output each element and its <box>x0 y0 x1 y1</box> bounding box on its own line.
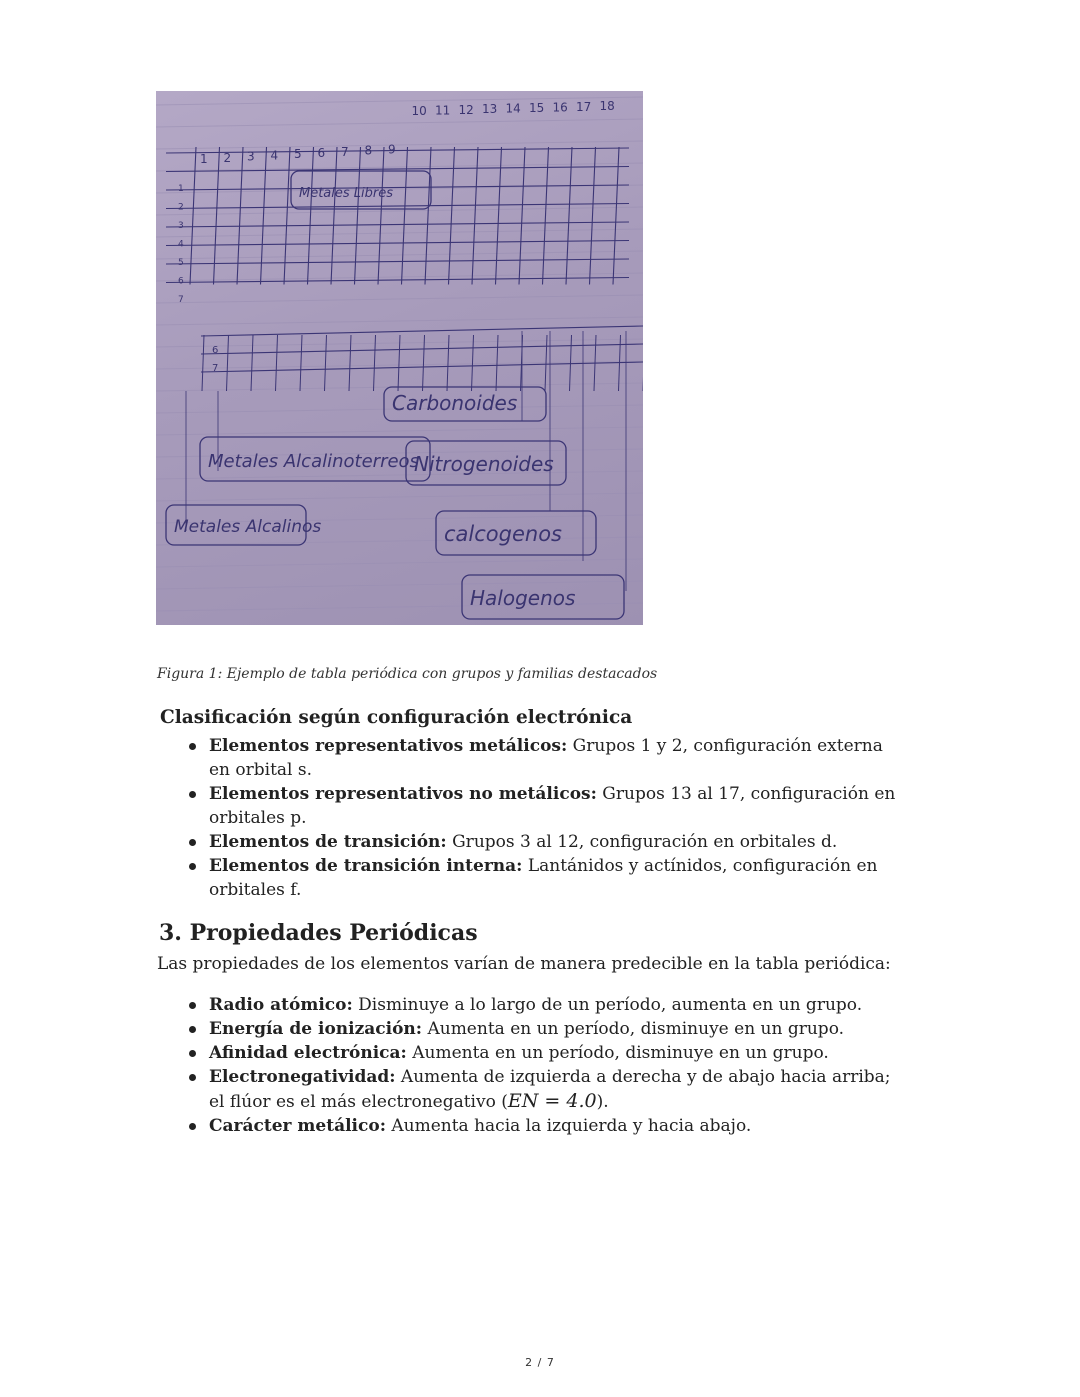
period-number-label: 5 <box>178 258 184 268</box>
group-number-label: 8 <box>364 143 373 158</box>
grid-line <box>423 335 425 391</box>
notebook-line <box>156 119 643 127</box>
group-number-label: 2 <box>223 150 232 165</box>
period-number-label: 1 <box>178 184 184 194</box>
grid-line <box>276 335 278 391</box>
period-number-label: 7 <box>178 295 184 305</box>
notebook-line <box>156 537 643 545</box>
lanthanide-row-label: 6 <box>212 345 219 356</box>
grid-line <box>284 147 290 285</box>
group-number-label: 13 <box>482 102 498 117</box>
grid-line <box>227 335 229 391</box>
grid-line <box>261 147 267 285</box>
properties-list <box>209 993 899 1138</box>
grid-line <box>202 335 204 391</box>
grid-line <box>166 241 629 246</box>
grid-line <box>425 147 431 285</box>
grid-line <box>201 326 643 336</box>
period-number-label: 2 <box>178 202 184 213</box>
list-item: Carácter metálico: Aumenta hacia la izquierda y hacia abajo. <box>209 1114 899 1138</box>
list-item: Electronegatividad: Aumenta de izquierda a derecha y de abajo hacia arriba; el flúor es el más electronegativo (EN = 4.0). <box>209 1065 899 1114</box>
period-number-label: 6 <box>178 276 184 287</box>
figure-caption: Figura 1: Ejemplo de tabla periódica con grupos y familias destacados <box>157 666 658 682</box>
grid-line <box>325 335 327 391</box>
math-expression: EN = 4.0 <box>507 1090 597 1112</box>
section-intro: Las propiedades de los elementos varían de manera predecible en la tabla periódica: <box>157 954 891 974</box>
group-number-label: 10 <box>411 104 427 118</box>
notebook-line <box>156 559 643 567</box>
notebook-line <box>156 97 643 105</box>
notebook-line <box>156 229 643 237</box>
classification-heading: Clasificación según configuración electrónica <box>160 707 633 728</box>
handwritten-label: Metales Alcalinoterreos <box>208 450 419 472</box>
group-number-label: 14 <box>505 101 521 116</box>
handwritten-label: Carbonoides <box>392 391 518 416</box>
list-item: Radio atómico: Disminuye a lo largo de un período, aumenta en un grupo. <box>209 993 899 1017</box>
grid-line <box>447 335 449 391</box>
group-number-label: 18 <box>599 99 615 114</box>
grid-line <box>449 147 455 285</box>
grid-line <box>237 147 243 285</box>
grid-line <box>166 222 629 227</box>
grid-line <box>613 147 619 285</box>
grid-line <box>590 147 596 285</box>
grid-line <box>472 335 474 391</box>
grid-line <box>570 335 572 391</box>
group-number-label: 15 <box>529 101 545 115</box>
handwritten-label: Halogenos <box>470 585 576 610</box>
group-number-label: 4 <box>270 148 279 163</box>
grid-line <box>308 147 314 285</box>
handwritten-label: calcogenos <box>444 521 562 546</box>
group-number-label: 7 <box>341 144 349 159</box>
lanthanide-row-label: 7 <box>212 363 219 374</box>
group-number-label: 11 <box>435 103 451 118</box>
notebook-line <box>156 493 643 501</box>
grid-line <box>166 259 629 264</box>
group-number-label: 5 <box>294 147 302 162</box>
list-item: Elementos de transición interna: Lantánidos y actínidos, configuración en orbitales f. <box>209 854 899 902</box>
notebook-line <box>156 427 643 435</box>
list-item: Energía de ionización: Aumenta en un período, disminuye en un grupo. <box>209 1017 899 1041</box>
handwritten-label: Metales Alcalinos <box>174 517 322 538</box>
group-number-label: 9 <box>388 142 396 157</box>
handwritten-label: Nitrogenoides <box>414 451 554 476</box>
group-number-label: 3 <box>247 149 255 164</box>
notebook-line <box>156 141 643 149</box>
page-number: 2 / 7 <box>525 1356 555 1369</box>
notebook-line <box>156 317 643 325</box>
group-number-label: 16 <box>552 100 568 115</box>
group-number-label: 1 <box>200 152 208 166</box>
list-item: Elementos representativos metálicos: Grupos 1 y 2, configuración externa en orbital s. <box>209 734 899 782</box>
list-item: Afinidad electrónica: Aumenta en un período, disminuye en un grupo. <box>209 1041 899 1065</box>
grid-line <box>251 335 253 391</box>
notebook-line <box>156 251 643 259</box>
grid-line <box>300 335 302 391</box>
periodic-table-photo <box>156 91 643 625</box>
group-number-label: 12 <box>458 102 474 117</box>
list-item: Elementos representativos no metálicos: Grupos 13 al 17, configuración en orbitales p. <box>209 782 899 830</box>
period-number-label: 4 <box>178 239 184 250</box>
periodic-table-sketch <box>156 91 643 625</box>
handwritten-label: Metales Libres <box>299 185 394 201</box>
grid-line <box>402 147 408 285</box>
grid-line <box>166 148 629 153</box>
grid-line <box>166 204 629 209</box>
group-number-label: 6 <box>317 146 326 160</box>
group-number-label: 17 <box>576 99 592 114</box>
notebook-line <box>156 471 643 479</box>
list-item: Elementos de transición: Grupos 3 al 12, configuración en orbitales d. <box>209 830 899 854</box>
section-heading-properties: 3. Propiedades Periódicas <box>159 920 478 946</box>
period-number-label: 3 <box>178 221 184 231</box>
classification-list <box>209 734 899 902</box>
notebook-line <box>156 295 643 303</box>
